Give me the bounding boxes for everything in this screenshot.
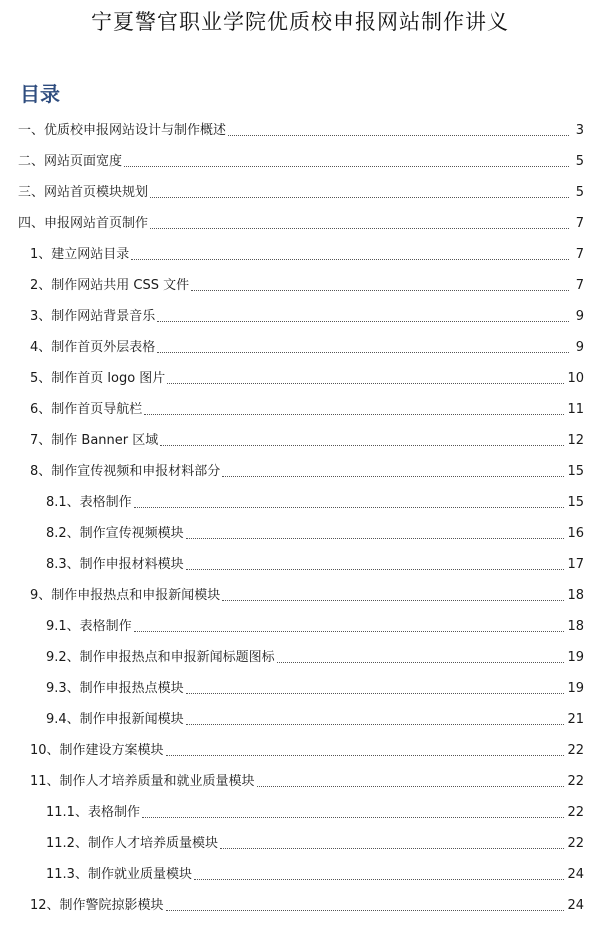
toc-entry[interactable]: [0, 143, 600, 174]
toc-entry-text: 6、制作首页导航栏: [30, 402, 143, 417]
toc-entry-page: 22: [567, 836, 584, 851]
toc-entry-text: 9、制作申报热点和申报新闻模块: [30, 588, 221, 603]
toc-entry-text: 四、申报网站首页制作: [18, 216, 149, 231]
toc-entry-page: 21: [567, 712, 584, 727]
toc-dot-leader: [222, 599, 564, 601]
toc-entry-page: 11: [567, 402, 584, 417]
toc-entry-page: 19: [567, 650, 584, 665]
toc-entry-text: 11、制作人才培养质量和就业质量模块: [30, 774, 255, 789]
toc-dot-leader: [160, 444, 564, 446]
toc-dot-leader: [134, 630, 565, 632]
toc-entry[interactable]: [0, 205, 600, 236]
toc-dot-leader: [222, 475, 564, 477]
toc-entry-text: 11.1、表格制作: [46, 805, 140, 820]
toc-entry-text: 11.3、制作就业质量模块: [46, 867, 192, 882]
toc-entry[interactable]: [0, 453, 600, 484]
toc-entry[interactable]: [0, 608, 600, 639]
toc-dot-leader: [124, 165, 569, 167]
toc-entry[interactable]: [0, 112, 600, 143]
toc-entry[interactable]: [0, 639, 600, 670]
toc-dot-leader: [186, 692, 565, 694]
toc-dot-leader: [142, 816, 565, 818]
toc-entry-page: 22: [567, 774, 584, 789]
toc-dot-leader: [166, 754, 565, 756]
toc-entry-page: 9: [575, 309, 584, 324]
toc-entry[interactable]: [0, 360, 600, 391]
toc-dot-leader: [134, 506, 565, 508]
toc-entry[interactable]: [0, 422, 600, 453]
toc-entry[interactable]: [0, 298, 600, 329]
toc-entry[interactable]: [0, 577, 600, 608]
toc-dot-leader: [186, 723, 565, 725]
toc-entry[interactable]: [0, 856, 600, 887]
toc-dot-leader: [277, 661, 565, 663]
toc-entry[interactable]: [0, 670, 600, 701]
toc-entry-text: 8.1、表格制作: [46, 495, 132, 510]
toc-entry-page: 7: [575, 278, 584, 293]
toc-entry-page: 18: [567, 619, 584, 634]
toc-dot-leader: [257, 785, 565, 787]
toc-dot-leader: [191, 289, 569, 291]
toc-entry-page: 18: [567, 588, 584, 603]
toc-dot-leader: [150, 227, 569, 229]
toc-entry[interactable]: [0, 515, 600, 546]
toc-entry-page: 17: [567, 557, 584, 572]
toc-entry-text: 5、制作首页 logo 图片: [30, 371, 166, 386]
toc-entry-page: 9: [575, 340, 584, 355]
toc-entry[interactable]: [0, 763, 600, 794]
toc-entry-text: 8.3、制作申报材料模块: [46, 557, 184, 572]
table-of-contents: [0, 112, 600, 918]
toc-entry-page: 15: [567, 464, 584, 479]
toc-entry[interactable]: [0, 484, 600, 515]
toc-dot-leader: [131, 258, 569, 260]
toc-entry-text: 8.2、制作宣传视频模块: [46, 526, 184, 541]
toc-entry-page: 22: [567, 805, 584, 820]
toc-entry-page: 7: [575, 247, 584, 262]
toc-entry-text: 9.3、制作申报热点模块: [46, 681, 184, 696]
toc-entry-page: 15: [567, 495, 584, 510]
toc-entry-text: 二、网站页面宽度: [18, 154, 123, 169]
toc-entry-text: 4、制作首页外层表格: [30, 340, 156, 355]
toc-entry[interactable]: [0, 825, 600, 856]
toc-entry-page: 5: [575, 154, 584, 169]
toc-entry-text: 3、制作网站背景音乐: [30, 309, 156, 324]
toc-entry-page: 12: [567, 433, 584, 448]
document-title: 宁夏警官职业学院优质校申报网站制作讲义: [91, 10, 509, 34]
toc-dot-leader: [228, 134, 569, 136]
toc-dot-leader: [186, 537, 565, 539]
toc-entry-text: 9.2、制作申报热点和申报新闻标题图标: [46, 650, 275, 665]
toc-entry-text: 10、制作建设方案模块: [30, 743, 164, 758]
toc-entry-text: 8、制作宣传视频和申报材料部分: [30, 464, 221, 479]
toc-dot-leader: [194, 878, 565, 880]
toc-entry-page: 3: [575, 123, 584, 138]
toc-entry-text: 9.1、表格制作: [46, 619, 132, 634]
toc-entry-text: 11.2、制作人才培养质量模块: [46, 836, 218, 851]
toc-heading: 目录: [20, 82, 60, 106]
toc-entry-text: 一、优质校申报网站设计与制作概述: [18, 123, 227, 138]
toc-entry-page: 5: [575, 185, 584, 200]
toc-dot-leader: [186, 568, 565, 570]
toc-dot-leader: [157, 351, 569, 353]
toc-entry[interactable]: [0, 391, 600, 422]
toc-entry-text: 12、制作警院掠影模块: [30, 898, 164, 913]
toc-entry-page: 19: [567, 681, 584, 696]
toc-entry[interactable]: [0, 267, 600, 298]
toc-entry-page: 24: [567, 867, 584, 882]
toc-dot-leader: [220, 847, 565, 849]
toc-dot-leader: [150, 196, 569, 198]
toc-entry[interactable]: [0, 236, 600, 267]
toc-entry[interactable]: [0, 329, 600, 360]
toc-dot-leader: [157, 320, 569, 322]
toc-entry[interactable]: [0, 732, 600, 763]
toc-entry[interactable]: [0, 794, 600, 825]
toc-dot-leader: [166, 909, 565, 911]
toc-entry-text: 1、建立网站目录: [30, 247, 130, 262]
toc-entry[interactable]: [0, 174, 600, 205]
toc-entry-text: 2、制作网站共用 CSS 文件: [30, 278, 190, 293]
toc-entry-page: 24: [567, 898, 584, 913]
toc-entry-text: 9.4、制作申报新闻模块: [46, 712, 184, 727]
toc-entry-text: 三、网站首页模块规划: [18, 185, 149, 200]
toc-entry[interactable]: [0, 701, 600, 732]
toc-dot-leader: [167, 382, 564, 384]
toc-entry-page: 10: [567, 371, 584, 386]
toc-entry-page: 16: [567, 526, 584, 541]
toc-entry-page: 7: [575, 216, 584, 231]
toc-entry-text: 7、制作 Banner 区域: [30, 433, 159, 448]
toc-entry-page: 22: [567, 743, 584, 758]
toc-entry[interactable]: [0, 546, 600, 577]
toc-dot-leader: [144, 413, 564, 415]
toc-entry[interactable]: [0, 887, 600, 918]
